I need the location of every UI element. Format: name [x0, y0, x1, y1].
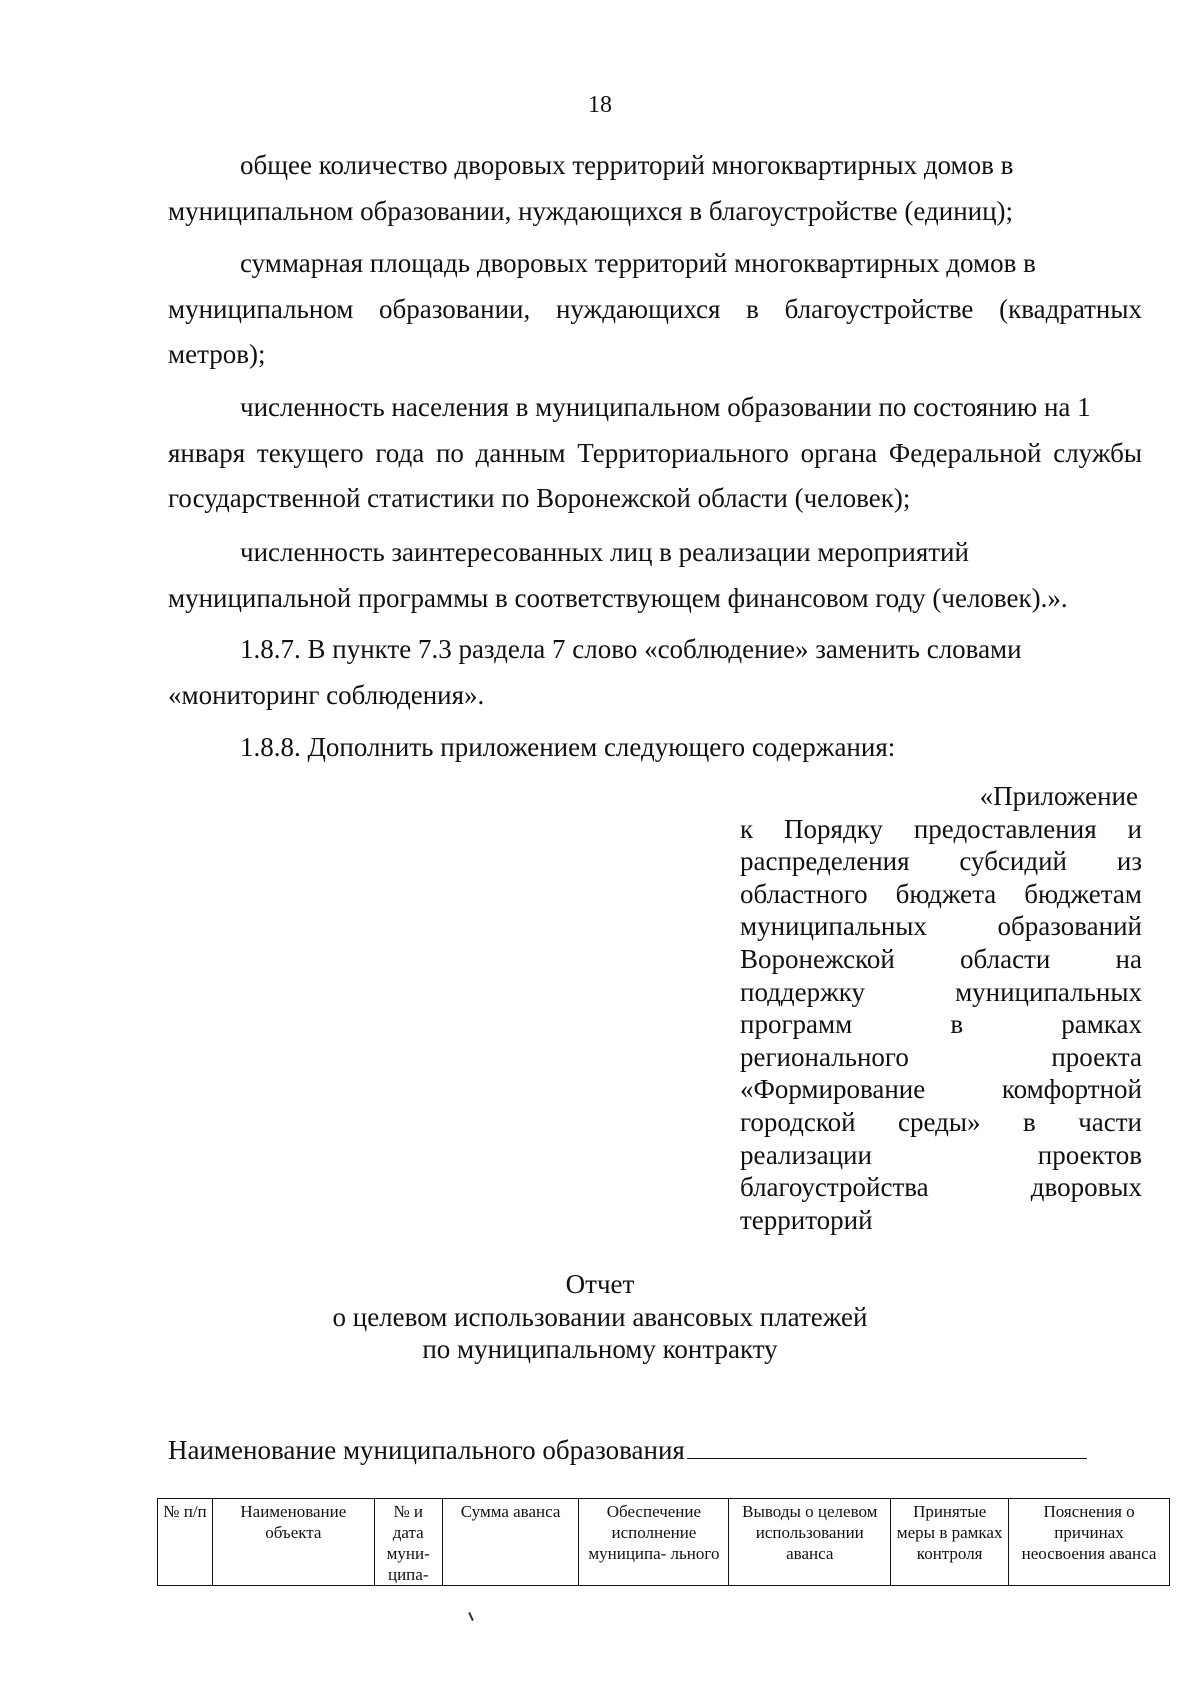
paragraph-2-rest: муниципальном образовании, нуждающихся в благоустройстве (квадратных метров); [168, 293, 1142, 369]
paragraph-6-first: 1.8.8. Дополнить приложением следующего содержания: [240, 732, 896, 762]
report-title: Отчет [565, 1269, 635, 1299]
report-title-block [0, 1268, 1200, 1366]
appendix-line: благоустройства дворовых [740, 1172, 1142, 1203]
paragraph-5-first: 1.8.7. В пункте 7.3 раздела 7 слово «соблюдение» заменить словами [240, 634, 1022, 664]
appendix-block [740, 780, 1142, 1236]
municipality-label: Наименование муниципального образования [168, 1435, 685, 1465]
table-header-cell: Пояснения о причинах неосвоения аванса [1009, 1499, 1170, 1586]
appendix-line: к Порядку предоставления и [740, 813, 1142, 844]
appendix-line: Воронежской области на [740, 943, 1142, 974]
paragraph-4-first: численность заинтересованных лиц в реализации мероприятий [240, 537, 969, 567]
table-header-cell: Выводы о целевом использовании аванса [729, 1499, 891, 1586]
page-number: 18 [588, 92, 612, 118]
municipality-blank-line[interactable] [687, 1432, 1087, 1459]
municipality-field [168, 1432, 1087, 1466]
report-subtitle-1: о целевом использовании авансовых платежей [332, 1301, 868, 1332]
scan-speck [468, 1612, 474, 1621]
paragraph-3-rest: января текущего года по данным Территориального органа Федеральной службы государственной статистики по Воронежской области (человек); [168, 437, 1142, 513]
paragraph-5 [168, 627, 1142, 718]
paragraph-1-rest: муниципальном образовании, нуждающихся в благоустройстве (единиц); [168, 195, 1014, 226]
table-header-cell: Наименование объекта [212, 1499, 374, 1586]
paragraph-2 [168, 241, 1142, 378]
paragraph-3 [168, 385, 1142, 522]
paragraph-6 [168, 725, 1142, 771]
appendix-line-last: территорий [740, 1204, 873, 1235]
appendix-line: «Формирование комфортной [740, 1074, 1142, 1105]
appendix-line: регионального проекта [740, 1041, 1142, 1072]
table-header-cell: Сумма аванса [442, 1499, 579, 1586]
appendix-line: поддержку муниципальных [740, 976, 1142, 1007]
appendix-line: городской среды» в части [740, 1106, 1142, 1137]
paragraph-5-rest: «мониторинг соблюдения». [168, 679, 485, 710]
paragraph-4 [168, 530, 1142, 621]
appendix-line: областного бюджета бюджетам [740, 878, 1142, 909]
appendix-line: муниципальных образований [740, 911, 1142, 942]
table-header-cell: Принятые меры в рамках контроля [891, 1499, 1009, 1586]
appendix-line: программ в рамках [740, 1009, 1142, 1040]
table-header-cell: № п/п [158, 1499, 213, 1586]
appendix-heading: «Приложение [979, 781, 1138, 811]
paragraph-3-first: численность населения в муниципальном образовании по состоянию на 1 [240, 392, 1091, 422]
report-subtitle-2: по муниципальному контракту [422, 1334, 778, 1364]
report-table [157, 1498, 1170, 1586]
appendix-line: распределения субсидий из [740, 846, 1142, 877]
table-header-row [158, 1499, 1170, 1586]
paragraph-4-rest: муниципальной программы в соответствующем финансовом году (человек).». [168, 582, 1068, 613]
table-header-cell: Обеспечение исполнение муниципа- льного [579, 1499, 729, 1586]
paragraph-1-first: общее количество дворовых территорий многоквартирных домов в [240, 150, 1014, 180]
paragraph-2-first: суммарная площадь дворовых территорий многоквартирных домов в [240, 248, 1036, 278]
paragraph-1 [168, 143, 1142, 234]
appendix-line: реализации проектов [740, 1139, 1142, 1170]
table-header-cell: № и дата муни- ципа- [374, 1499, 442, 1586]
